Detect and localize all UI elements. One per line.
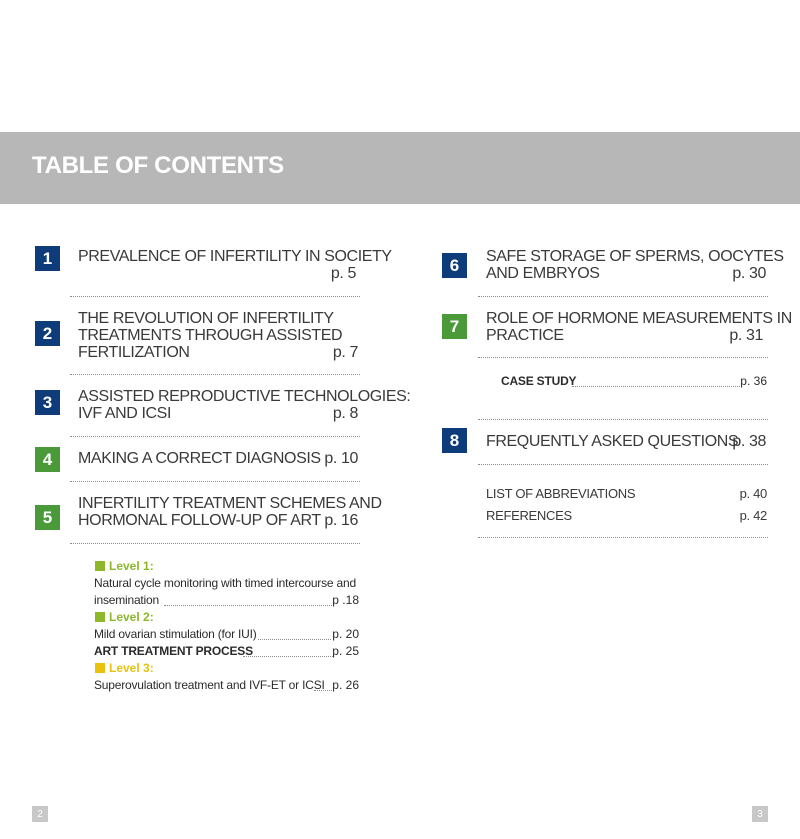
level-label: Level 1: [109,559,154,573]
section-page: p. 16 [324,512,358,529]
abbreviations-page: p. 40 [739,486,767,501]
section-title-line-2: HORMONAL FOLLOW-UP OF ART [78,512,321,529]
section-title-line-1: SAFE STORAGE OF SPERMS, OOCYTES [486,248,784,265]
section-number-badge: 7 [442,314,467,339]
level-3-text: Superovulation treatment and IVF-ET or ICSI [94,678,325,692]
section-title: FREQUENTLY ASKED QUESTIONS [486,433,739,450]
page-number-right: 3 [752,806,768,822]
level-2-heading[interactable] [95,609,154,626]
section-number-badge: 8 [442,428,467,453]
art-process-text[interactable]: ART TREATMENT PROCESS [94,644,253,658]
leader-dots [314,690,332,691]
level-2-text: Mild ovarian stimulation (for IUI) [94,627,257,641]
page-number-left: 2 [32,806,48,822]
leader-dots [243,656,333,657]
title-banner [0,132,800,204]
section-title-line-1: ASSISTED REPRODUCTIVE TECHNOLOGIES: [78,388,411,405]
section-title-line-2: AND EMBRYOS [486,265,600,282]
section-number-badge: 3 [35,390,60,415]
case-study-page: p. 36 [740,374,767,388]
section-title-line-2: IVF AND ICSI [78,405,171,422]
level-1-page: p .18 [332,593,359,607]
section-title: PREVALENCE OF INFERTILITY IN SOCIETY [78,248,392,265]
divider [70,374,360,375]
section-title-line-1: ROLE OF HORMONE MEASUREMENTS IN [486,310,792,327]
section-title-line-3: FERTILIZATION [78,344,190,361]
divider [478,357,768,358]
divider [478,296,768,297]
divider [478,464,768,465]
level-3-heading[interactable] [95,660,154,677]
case-study-text: CASE STUDY [501,374,577,388]
level-1-text-line-2: insemination [94,593,159,607]
section-page: p. 8 [332,405,358,422]
section-title: MAKING A CORRECT DIAGNOSIS [78,450,321,467]
green-square-icon [95,612,105,622]
section-page: p. 31 [729,327,763,344]
section-number-badge: 2 [35,321,60,346]
divider [70,436,360,437]
divider [478,419,768,420]
leader-dots [258,639,331,640]
section-page: p. 5 [330,265,356,282]
references-text: REFERENCES [486,508,572,523]
leader-dots [572,386,740,387]
section-title-line-1: THE REVOLUTION OF INFERTILITY [78,310,334,327]
section-page: p. 38 [732,433,766,450]
divider [70,296,360,297]
yellow-square-icon [95,663,105,673]
leader-dots [164,605,334,606]
level-1-text-line-1: Natural cycle monitoring with timed intercourse and [94,576,356,590]
section-number-badge: 6 [442,253,467,278]
green-square-icon [95,561,105,571]
divider [70,481,360,482]
level-label: Level 3: [109,661,154,675]
section-number-badge: 4 [35,447,60,472]
section-title-line-2: TREATMENTS THROUGH ASSISTED [78,327,343,344]
level-2-page: p. 20 [332,627,359,641]
section-page: p. 7 [332,344,358,361]
abbreviations-text: LIST OF ABBREVIATIONS [486,486,636,501]
level-3-page: p. 26 [332,678,359,692]
divider [70,543,360,544]
section-number-badge: 5 [35,505,60,530]
page-title: TABLE OF CONTENTS [32,152,284,179]
level-1-heading[interactable] [95,558,154,575]
section-page: p. 30 [732,265,766,282]
section-page: p. 10 [324,450,358,467]
section-title-line-1: INFERTILITY TREATMENT SCHEMES AND [78,495,382,512]
section-number-badge: 1 [35,246,60,271]
art-process-page: p. 25 [332,644,359,658]
level-label: Level 2: [109,610,154,624]
references-page: p. 42 [739,508,767,523]
section-title-line-2: PRACTICE [486,327,564,344]
divider [478,537,768,538]
